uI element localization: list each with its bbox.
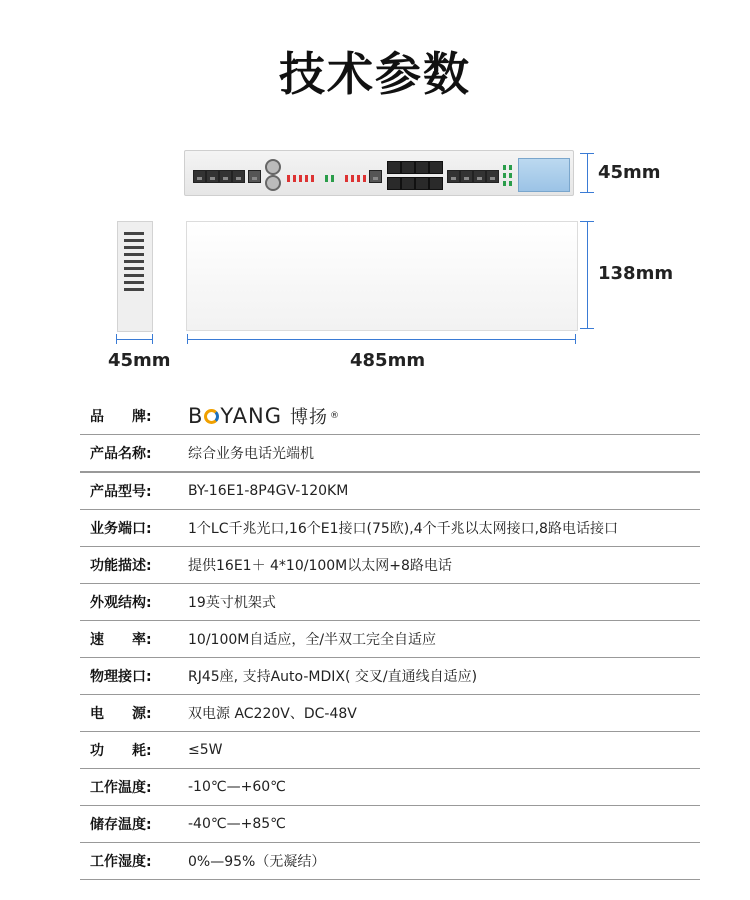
spec-row	[80, 584, 700, 621]
spec-row	[80, 510, 700, 547]
spec-row	[80, 621, 700, 658]
spec-row	[80, 806, 700, 843]
spec-label: 工作温度:	[90, 780, 152, 796]
led	[357, 175, 360, 182]
spec-label: 速 率:	[90, 632, 152, 648]
rj45-port	[401, 161, 415, 174]
led	[363, 175, 366, 182]
led	[503, 181, 506, 186]
device-front-panel	[184, 150, 574, 196]
dimension-line	[587, 221, 588, 329]
spec-row-brand	[80, 398, 700, 435]
rj45-port	[415, 161, 429, 174]
dimension-line	[116, 339, 153, 340]
rj45-port	[401, 177, 415, 190]
spec-label: 功 耗:	[90, 743, 152, 759]
spec-value: -40℃—+85℃	[188, 816, 286, 832]
device-side-view	[117, 221, 153, 332]
spec-row	[80, 732, 700, 769]
spec-value: 10/100M自适应，全/半双工完全自适应	[188, 632, 437, 648]
device-top-view	[186, 221, 578, 331]
spec-row	[80, 472, 700, 510]
spec-row	[80, 435, 700, 472]
led	[311, 175, 314, 182]
spec-label: 功能描述:	[90, 558, 152, 574]
spec-row	[80, 843, 700, 880]
led	[293, 175, 296, 182]
spec-table	[80, 398, 700, 880]
rj45-port	[415, 177, 429, 190]
rj45-port	[206, 170, 219, 183]
brand-cn: 博扬	[289, 407, 328, 428]
spec-row	[80, 658, 700, 695]
led	[287, 175, 290, 182]
rj45-port	[369, 170, 382, 183]
rj45-port	[429, 177, 443, 190]
rj45-port	[387, 161, 401, 174]
spec-label: 外观结构:	[90, 595, 152, 611]
spec-value: 提供16E1＋ 4*10/100M以太网+8路电话	[188, 558, 452, 574]
led	[345, 175, 348, 182]
spec-label: 工作湿度:	[90, 854, 152, 870]
dimension-width-label: 485mm	[350, 350, 426, 371]
spec-label: 产品型号:	[90, 484, 152, 500]
spec-label: 储存温度:	[90, 817, 152, 833]
spec-row	[80, 769, 700, 806]
led	[325, 175, 328, 182]
spec-value: -10℃—+60℃	[188, 779, 286, 795]
dimension-side-label: 45mm	[108, 350, 171, 371]
spec-value: 综合业务电话光端机	[188, 446, 314, 462]
spec-value: 19英寸机架式	[188, 595, 276, 611]
dimension-line	[587, 153, 588, 193]
spec-value: 双电源 AC220V、DC-48V	[188, 706, 357, 722]
led	[351, 175, 354, 182]
rj45-port	[473, 170, 486, 183]
bnc-connector	[265, 175, 281, 191]
rj45-port	[219, 170, 232, 183]
rj45-port	[193, 170, 206, 183]
spec-value: RJ45座, 支持Auto-MDIX( 交叉/直通线自适应)	[188, 669, 478, 685]
spec-value: 0%—95%（无凝结）	[188, 854, 326, 870]
bnc-connector	[265, 159, 281, 175]
led	[503, 173, 506, 178]
rj45-port	[486, 170, 499, 183]
spec-label: 电 源:	[90, 706, 152, 722]
rj45-port	[387, 177, 401, 190]
spec-label: 物理接口:	[90, 669, 152, 685]
page-title: 技术参数	[279, 47, 471, 101]
rj45-port	[232, 170, 245, 183]
led	[503, 165, 506, 170]
spec-value: BY-16E1-8P4GV-120KM	[188, 483, 349, 499]
rj45-port	[429, 161, 443, 174]
spec-label: 产品名称:	[90, 446, 152, 462]
rj45-port	[460, 170, 473, 183]
dimension-depth-label: 138mm	[598, 263, 674, 284]
spec-label: 品 牌:	[90, 409, 152, 425]
spec-row	[80, 695, 700, 732]
led	[509, 173, 512, 178]
spec-value: ≤5W	[188, 742, 223, 758]
spec-label: 业务端口:	[90, 521, 152, 537]
rj45-port	[248, 170, 261, 183]
brand-logo: B YANG 博扬 ®	[188, 404, 340, 428]
led	[305, 175, 308, 182]
dimension-line	[187, 339, 576, 340]
product-label-plate	[518, 158, 570, 192]
led	[509, 165, 512, 170]
spec-row	[80, 547, 700, 584]
spec-value: 1个LC千兆光口,16个E1接口(75欧),4个千兆以太网接口,8路电话接口	[188, 521, 618, 537]
led	[509, 181, 512, 186]
registered-mark: ®	[329, 411, 340, 421]
dimension-height-label: 45mm	[598, 162, 661, 183]
rj45-port	[447, 170, 460, 183]
led	[299, 175, 302, 182]
led	[331, 175, 334, 182]
